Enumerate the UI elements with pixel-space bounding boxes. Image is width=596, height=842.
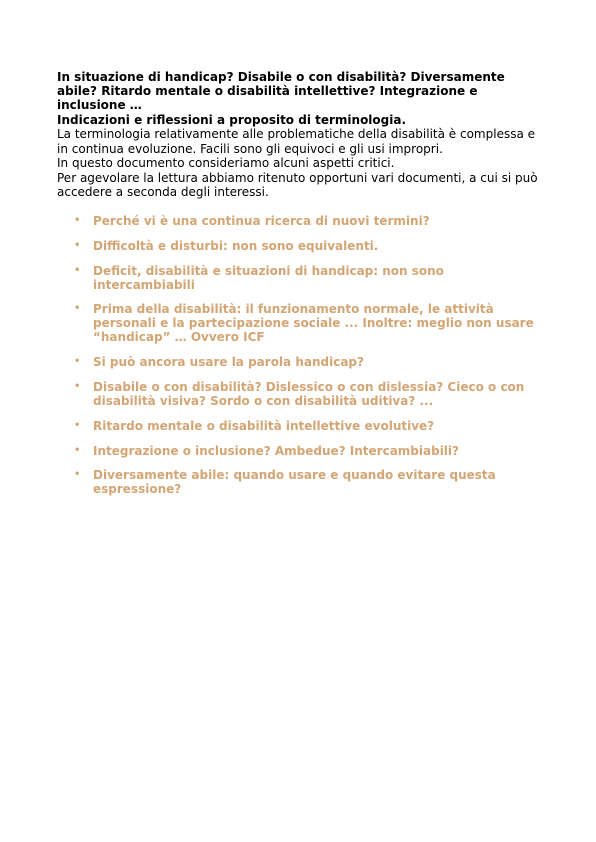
document-title: In situazione di handicap? Disabile o con disabilità? Diversamente abile? Ritardo mentale o disabilità intellettive? Integrazione e inclusione … — [57, 70, 505, 112]
document-subtitle: Indicazioni e riflessioni a proposito di terminologia. — [57, 113, 407, 127]
topic-link-intellectual-disability[interactable]: Ritardo mentale o disabilità intellettive evolutive? — [93, 418, 435, 433]
topic-link-handicap-word[interactable]: Si può ancora usare la parola handicap? — [93, 355, 364, 370]
bullet-icon: • — [74, 380, 81, 392]
bullet-icon: • — [74, 444, 81, 456]
topic-link-new-terms[interactable]: Perché vi è una continua ricerca di nuovi termini? — [93, 213, 430, 228]
scope-paragraph: In questo documento consideriamo alcuni aspetti critici. — [57, 156, 395, 171]
bullet-icon: • — [74, 264, 81, 276]
reading-guide-paragraph: Per agevolare la lettura abbiamo ritenuto opportuni vari documenti, a cui si può accedere a seconda degli interessi. — [57, 170, 538, 200]
topic-link-icf[interactable]: Prima della disabilità: il funzionamento normale, le attività personali e la partecipazione sociale ... Inoltre: meglio non usare “handicap” … Ovvero ICF — [93, 302, 534, 345]
bullet-icon: • — [74, 214, 81, 226]
topic-link-item[interactable] — [57, 214, 543, 228]
topic-link-list — [57, 214, 543, 496]
bullet-icon: • — [74, 303, 81, 315]
topic-link-difficulties-disorders[interactable]: Difficoltà e disturbi: non sono equivalenti. — [93, 238, 379, 253]
document-page — [57, 70, 543, 507]
topic-link-person-first-language[interactable]: Disabile o con disabilità? Dislessico o con dislessia? Cieco o con disabilità visiva? Sordo o con disabilità uditiva? ... — [93, 379, 525, 408]
topic-link-item[interactable] — [57, 239, 543, 253]
topic-link-item[interactable] — [57, 468, 543, 496]
topic-link-item[interactable] — [57, 355, 543, 369]
topic-link-item[interactable] — [57, 419, 543, 433]
topic-link-item[interactable] — [57, 264, 543, 292]
bullet-icon: • — [74, 356, 81, 368]
topic-link-integration-inclusion[interactable]: Integrazione o inclusione? Ambedue? Intercambiabili? — [93, 443, 459, 458]
bullet-icon: • — [74, 469, 81, 481]
topic-link-differently-abled[interactable]: Diversamente abile: quando usare e quando evitare questa espressione? — [93, 468, 496, 497]
topic-link-item[interactable] — [57, 444, 543, 458]
bullet-icon: • — [74, 419, 81, 431]
intro-paragraph: La terminologia relativamente alle problematiche della disabilità è complessa e in continua evoluzione. Facili sono gli equivoci e gli usi impropri. — [57, 127, 536, 156]
topic-link-item[interactable] — [57, 380, 543, 408]
topic-link-deficit-disability-handicap[interactable]: Deficit, disabilità e situazioni di handicap: non sono intercambiabili — [93, 263, 444, 292]
bullet-icon: • — [74, 239, 81, 251]
topic-link-item[interactable] — [57, 302, 543, 344]
